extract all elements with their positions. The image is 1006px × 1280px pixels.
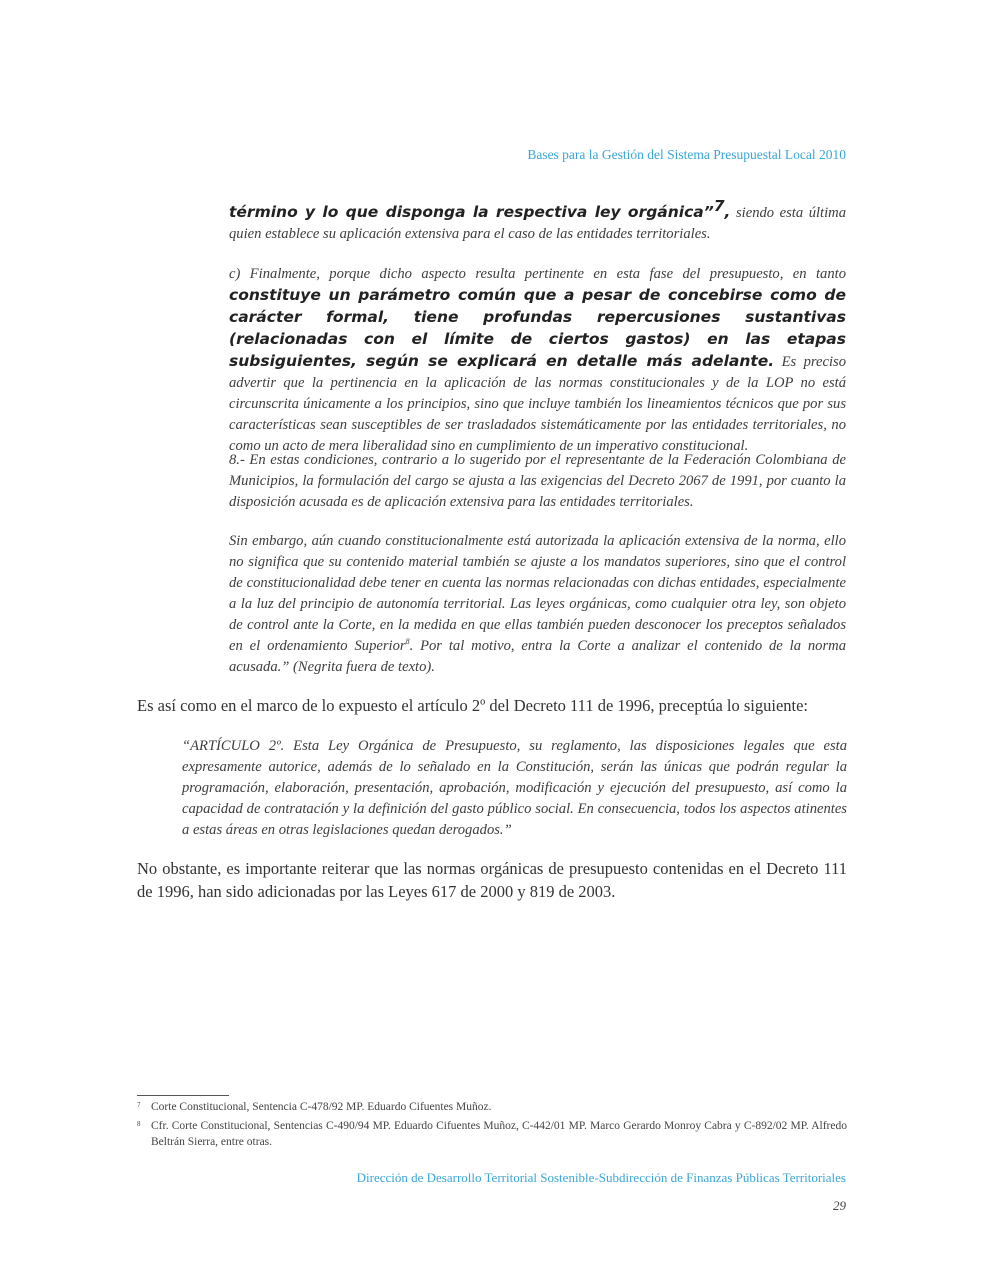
body-paragraph-1: Es así como en el marco de lo expuesto el artículo 2º del Decreto 111 de 1996, preceptúa lo siguiente: <box>137 696 809 715</box>
bold-comma: , <box>724 203 731 221</box>
quote-paragraph-1 <box>229 197 846 245</box>
paragraph-text-end: . Por tal motivo, entra la Corte a analizar el contenido de la norma acusada.” (Negrita fuera de texto). <box>229 638 846 675</box>
bold-text: constituye un parámetro común que a pesar de concebirse como de carácter formal, tiene profundas repercusiones sustantivas (relacionadas con el límite de ciertos gastos) en las etapas subsiguientes, según se explicará en detalle más adelante. <box>229 286 846 370</box>
quote-paragraph-2 <box>229 264 846 457</box>
quote-paragraph-4 <box>229 531 846 678</box>
footnote-ref-7[interactable]: 7 <box>713 197 725 216</box>
quote-paragraph-3: 8.- En estas condiciones, contrario a lo sugerido por el representante de la Federación Colombiana de Municipios, la formulación del cargo se ajusta a las exigencias del Decreto 2067 de 1991, por cuanto la disposición acusada es de aplicación extensiva para las entidades territoriales. <box>229 452 846 510</box>
footnote-ref-8[interactable]: 8 <box>405 637 410 647</box>
page-number: 29 <box>833 1198 846 1213</box>
article-quote: “ARTÍCULO 2º. Esta Ley Orgánica de Presupuesto, su reglamento, las disposiciones legales que esta expresamente autorice, además de lo señalado en la Constitución, serán las únicas que podrán regular la programación, elaboración, presentación, aprobación, modificación y ejecución del presupuesto, así como la capacidad de contratación y la definición del gasto público social. En consecuencia, todos los aspectos atinentes a estas áreas en otras legislaciones quedan derogados.” <box>182 738 847 838</box>
paragraph-text: Es preciso advertir que la pertinencia en la aplicación de las normas constitucionales y de la LOP no está circunscrita únicamente a los principios, sino que incluye también los lineamientos técnicos que por sus características sean susceptibles de ser trasladados sistemáticamente por las entidades territoriales, no como un acto de mera liberalidad sino en cumplimiento de un imperativo constitucional. <box>229 354 846 454</box>
footnote-text: Corte Constitucional, Sentencia C-478/92 MP. Eduardo Cifuentes Muñoz. <box>151 1101 492 1113</box>
footnote-8 <box>137 1118 847 1150</box>
footnote-number: 8 <box>137 1120 141 1128</box>
paragraph-text: Sin embargo, aún cuando constitucionalmente está autorizada la aplicación extensiva de la norma, ello no significa que su contenido material también se ajuste a los mandatos superiores, sino que el control de constitucionalidad debe tener en cuenta las normas relacionadas con dichas entidades, especialmente a la luz del principio de autonomía territorial. Las leyes orgánicas, como cualquier otra ley, son objeto de control ante la Corte, en la medida en que ellas también pueden desconocer los preceptos señalados en el ordenamiento Superior <box>229 533 846 654</box>
footnote-text: Cfr. Corte Constitucional, Sentencias C-490/94 MP. Eduardo Cifuentes Muñoz, C-442/01 MP. Marco Gerardo Monroy Cabra y C-892/02 MP. Alfredo Beltrán Sierra, entre otras. <box>151 1120 847 1148</box>
paragraph-text: siendo esta última quien establece su aplicación extensiva para el caso de las entidades territoriales. <box>229 205 846 242</box>
paragraph-lead: c) Finalmente, porque dicho aspecto resulta pertinente en esta fase del presupuesto, en tanto <box>229 266 846 282</box>
running-header: Bases para la Gestión del Sistema Presupuestal Local 2010 <box>527 147 846 162</box>
running-footer: Dirección de Desarrollo Territorial Sostenible-Subdirección de Finanzas Públicas Territoriales <box>356 1170 846 1185</box>
body-paragraph-2: No obstante, es importante reiterar que las normas orgánicas de presupuesto contenidas en el Decreto 111 de 1996, han sido adicionadas por las Leyes 617 de 2000 y 819 de 2003. <box>137 859 847 901</box>
footnote-number: 7 <box>137 1101 141 1109</box>
footnote-7 <box>137 1099 847 1115</box>
footnote-divider <box>137 1095 229 1096</box>
bold-text: término y lo que disponga la respectiva ley orgánica” <box>229 203 714 221</box>
